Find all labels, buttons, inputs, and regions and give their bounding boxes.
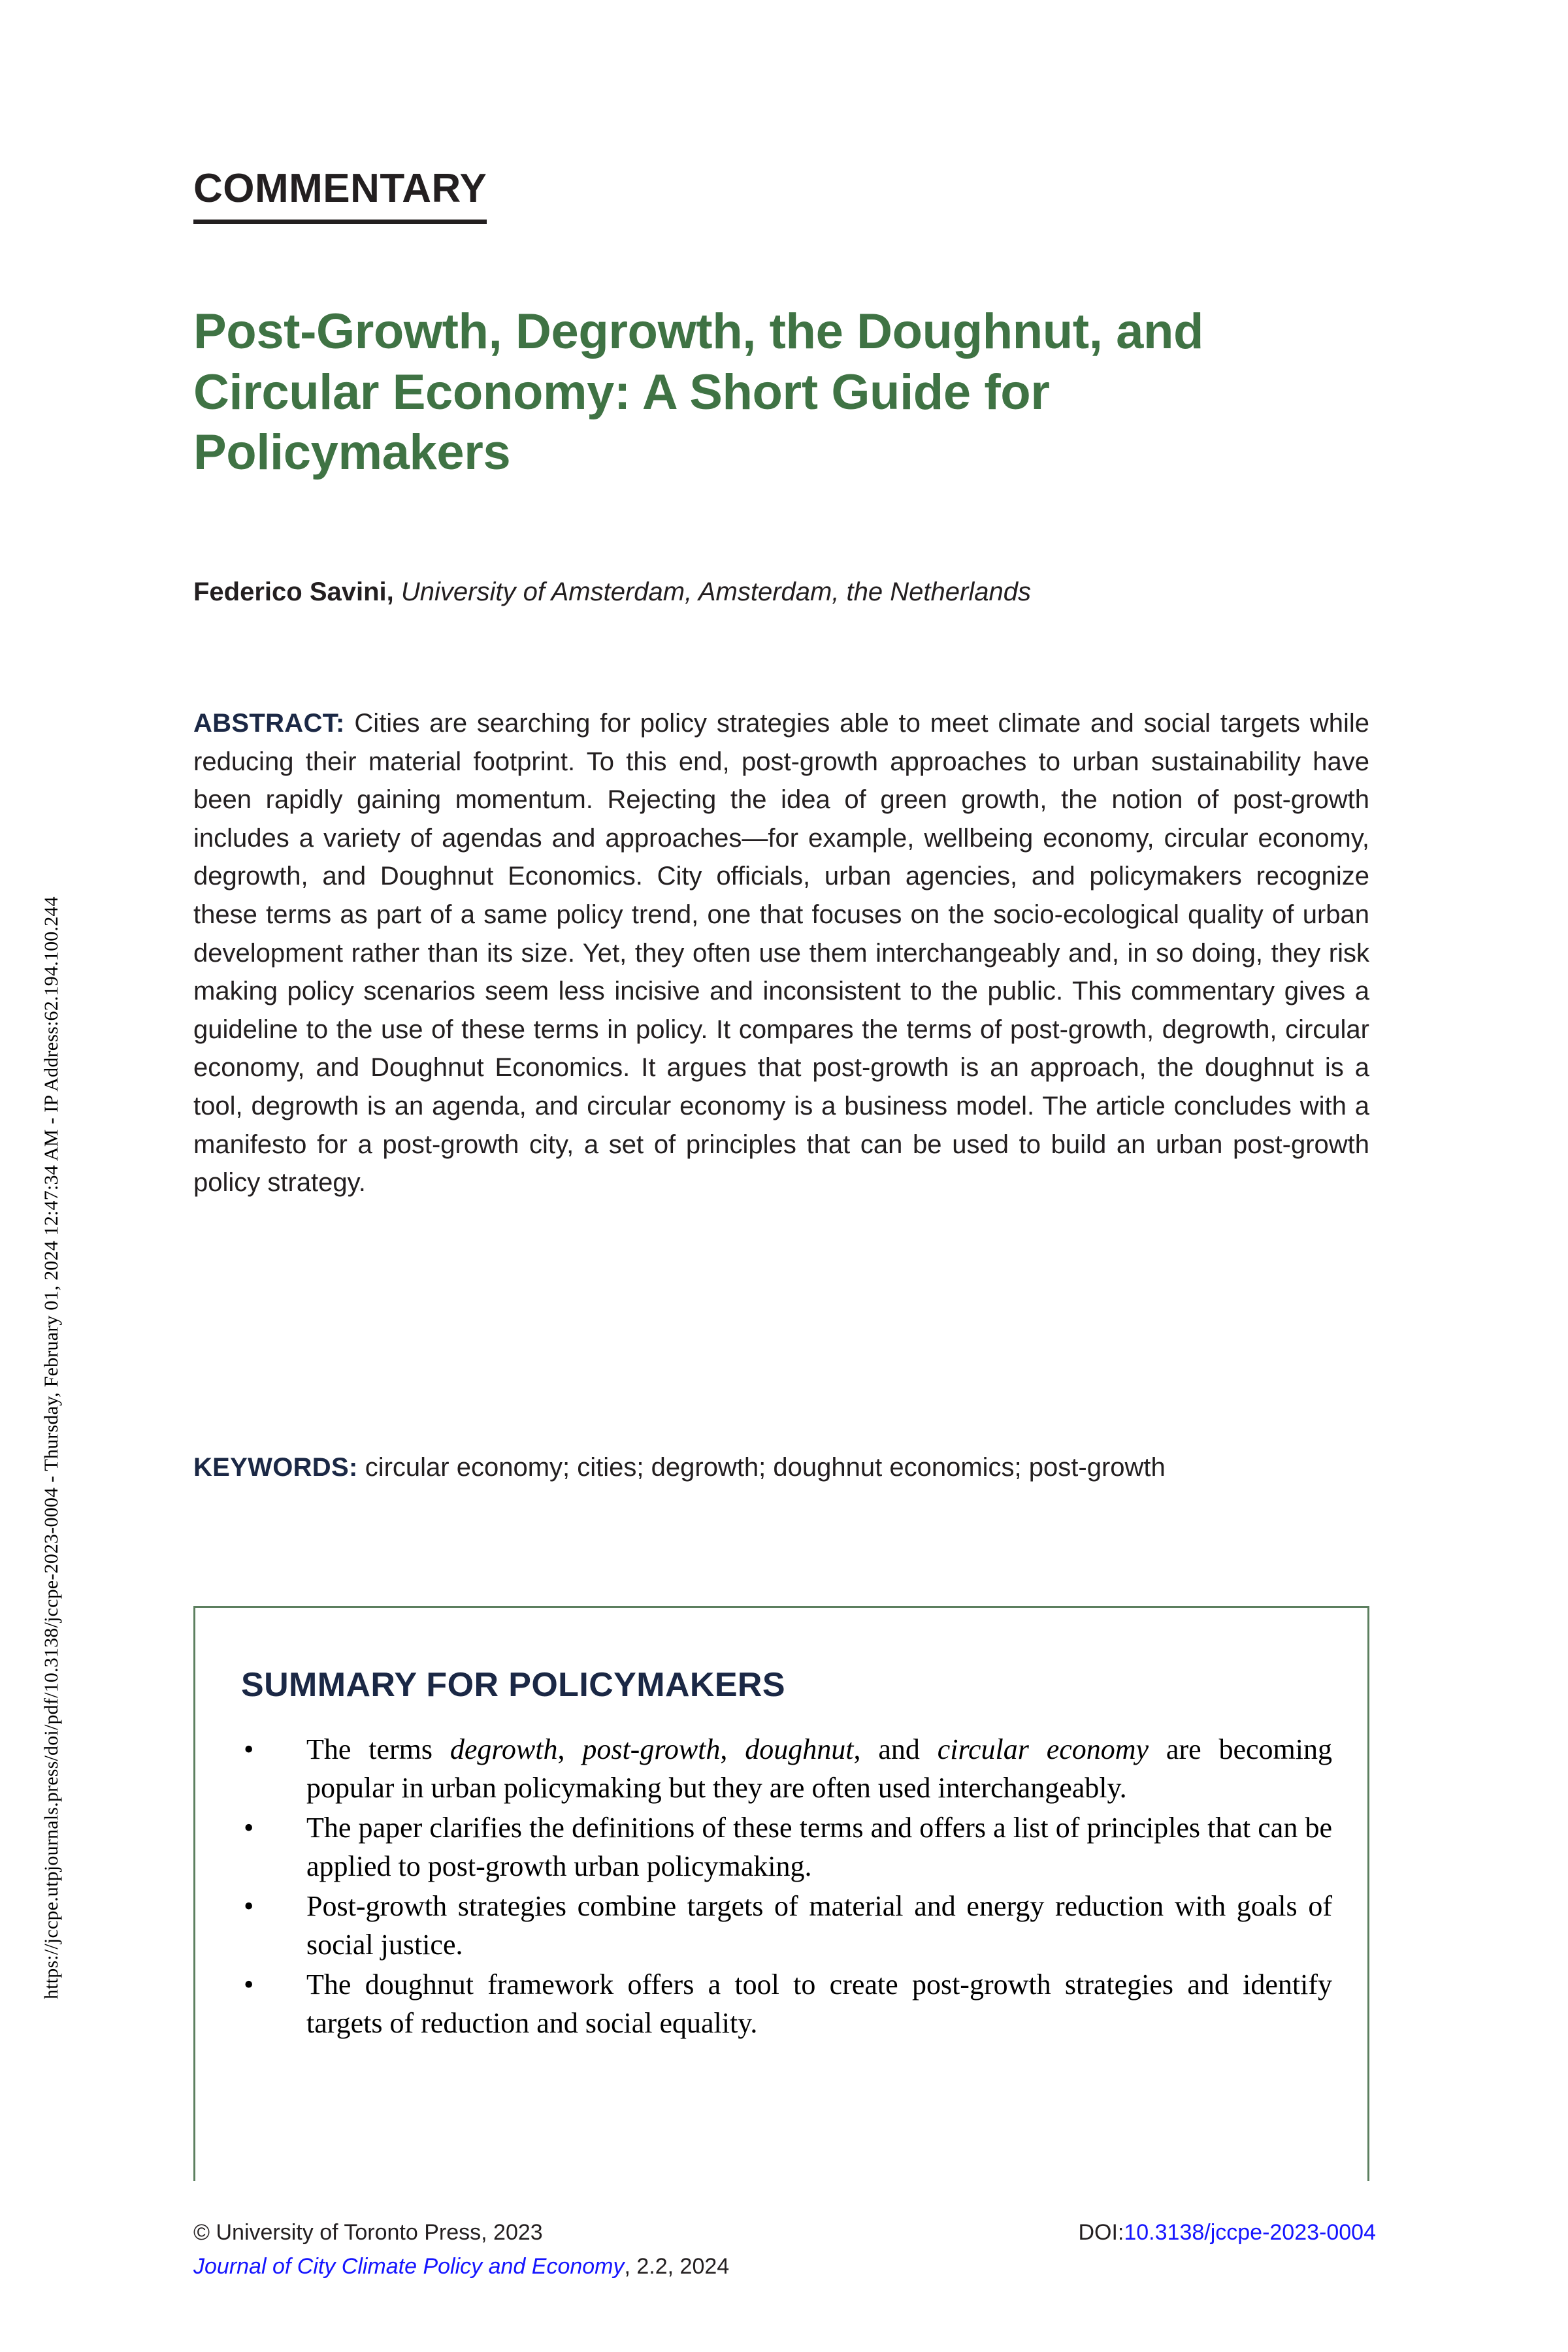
section-kicker: COMMENTARY xyxy=(193,169,487,224)
list-item-text: The doughnut framework offers a tool to create post-growth strategies and identify targets of reduction and social equality. xyxy=(306,1968,1332,2039)
journal-issue: , 2.2, 2024 xyxy=(624,2253,730,2279)
page-title: Post-Growth, Degrowth, the Doughnut, and Circular Economy: A Short Guide for Policymakers xyxy=(193,304,1204,481)
kicker-block xyxy=(193,166,1369,224)
list-item xyxy=(195,1731,1332,1808)
keywords-body: circular economy; cities; degrowth; doughnut economics; post-growth xyxy=(365,1453,1166,1482)
abstract-body: Cities are searching for policy strategies able to meet climate and social targets while reducing their material footprint. To this end, post-growth approaches to urban sustainability have been rapidly gaining momentum. Rejecting the idea of green growth, the notion of post-growth includes a variety of agendas and approaches—for example, wellbeing economy, circular economy, degrowth, and Doughnut Economics. City officials, urban agencies, and policymakers recognize these terms as part of a same policy trend, one that focuses on the socio-ecological quality of urban development rather than its size. Yet, they often use them interchangeably and, in so doing, they risk making policy scenarios seem less incisive and inconsistent to the public. This commentary gives a guideline to the use of these terms in policy. It compares the terms of post-growth, degrowth, circular economy, and Doughnut Economics. It argues that post-growth is an approach, the doughnut is a tool, degrowth is an agenda, and circular economy is a business model. The article concludes with a manifesto for a post-growth city, a set of principles that can be used to build an urban post-growth policy strategy. xyxy=(193,709,1369,1198)
author-line xyxy=(193,575,1343,609)
footer-left xyxy=(193,2216,729,2283)
list-item-text: The paper clarifies the definitions of these terms and offers a list of principles that can be applied to post-growth urban policymaking. xyxy=(306,1811,1332,1882)
bullet-icon: • xyxy=(244,1733,254,1765)
journal-name-link[interactable]: Journal of City Climate Policy and Economy xyxy=(193,2253,625,2279)
footer-right xyxy=(1078,2216,1376,2250)
summary-heading: SUMMARY FOR POLICYMAKERS xyxy=(241,1666,785,1704)
doi-link[interactable]: 10.3138/jccpe-2023-0004 xyxy=(1124,2220,1376,2245)
journal-line xyxy=(193,2250,729,2284)
author-name: Federico Savini, xyxy=(193,578,394,606)
bullet-icon: • xyxy=(244,1968,254,2001)
keywords-block xyxy=(193,1449,1369,1486)
summary-for-policymakers-box xyxy=(193,1606,1369,2181)
abstract-label: ABSTRACT: xyxy=(193,709,345,738)
access-stamp-text: https://jccpe.utpjournals.press/doi/pdf/10.3138/jccpe-2023-0004 - Thursday, February 01, 2024 12:47:34 AM - IP Address:62.194.100.244 xyxy=(41,896,62,1999)
title-block xyxy=(193,302,1291,483)
page-footer xyxy=(193,2216,1376,2301)
summary-bullet-list xyxy=(195,1702,1367,2043)
abstract-paragraph xyxy=(193,704,1369,1202)
copyright-line: © University of Toronto Press, 2023 xyxy=(193,2220,543,2245)
author-affiliation: University of Amsterdam, Amsterdam, the Netherlands xyxy=(400,578,1031,606)
author-block xyxy=(193,575,1343,609)
list-item-text: The terms degrowth, post-growth, doughnut, and circular economy are becoming popular in urban policymaking but they are often used interchangeably. xyxy=(306,1733,1333,1804)
list-item xyxy=(195,1966,1332,2043)
bullet-icon: • xyxy=(244,1889,254,1922)
list-item xyxy=(195,1887,1332,1965)
keywords-label: KEYWORDS: xyxy=(193,1453,358,1482)
doi-label: DOI: xyxy=(1078,2220,1124,2245)
abstract-block xyxy=(193,704,1369,1202)
list-item xyxy=(195,1809,1332,1886)
bullet-icon: • xyxy=(244,1811,254,1844)
keywords-line xyxy=(193,1449,1369,1486)
list-item-text: Post-growth strategies combine targets of material and energy reduction with goals of social justice. xyxy=(306,1889,1332,1961)
